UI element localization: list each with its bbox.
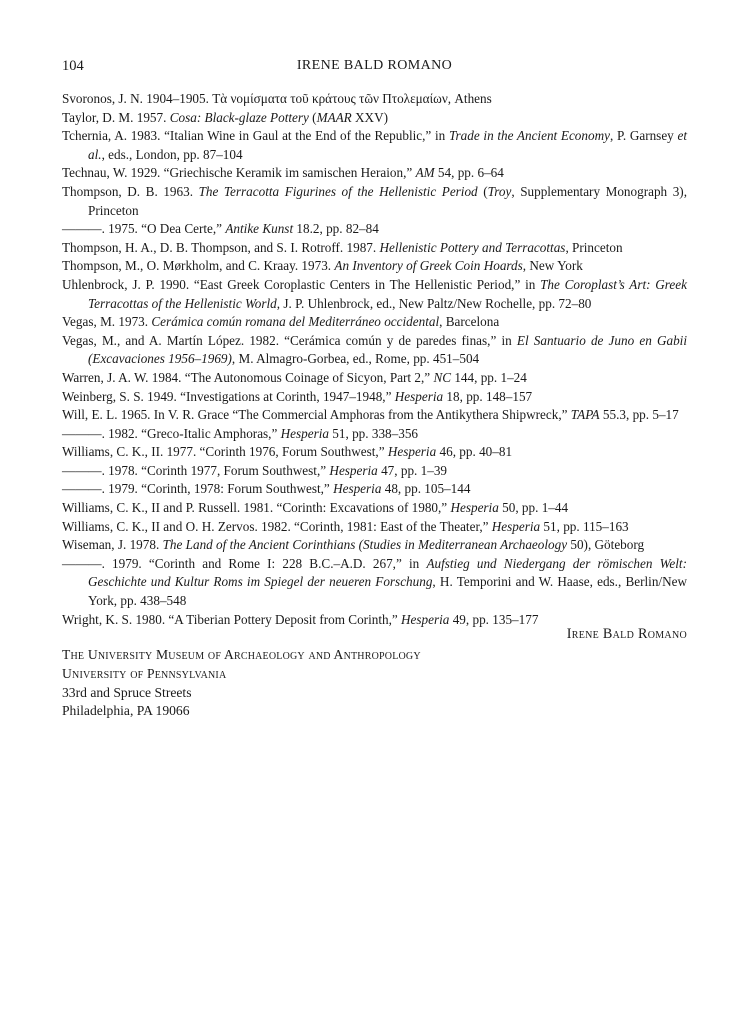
running-title: IRENE BALD ROMANO <box>296 58 453 73</box>
bibliography-entry: Vegas, M., and A. Martín López. 1982. “Cerámica común y de paredes finas,” in El Santuario de Juno en Gabii (Excavaciones 1956–1969), M. Almagro-Gorbea, ed., Rome, pp. 451–504 <box>62 332 687 367</box>
bibliography-entry: ———. 1978. “Corinth 1977, Forum Southwest,” Hesperia 47, pp. 1–39 <box>62 462 448 478</box>
bibliography-entry: Williams, C. K., II. 1977. “Corinth 1976, Forum Southwest,” Hesperia 46, pp. 40–81 <box>62 444 513 460</box>
bibliography-entry: Warren, J. A. W. 1984. “The Autonomous Coinage of Sicyon, Part 2,” NC 144, pp. 1–24 <box>62 369 527 385</box>
bibliography-entry: Tchernia, A. 1983. “Italian Wine in Gaul at the End of the Republic,” in Trade in the Ancient Economy, P. Garnsey et al., eds., London, pp. 87–104 <box>62 128 687 162</box>
bibliography-entry: Williams, C. K., II and O. H. Zervos. 1982. “Corinth, 1981: East of the Theater,” Hesperia 51, pp. 115–163 <box>62 518 629 534</box>
bibliography <box>62 90 687 629</box>
page-number: 104 <box>62 58 84 74</box>
bibliography-entry: Will, E. L. 1965. In V. R. Grace “The Commercial Amphoras from the Antikythera Shipwreck,” TAPA 55.3, pp. 5–17 <box>62 407 679 423</box>
author-address <box>62 646 421 721</box>
bibliography-entry: Taylor, D. M. 1957. Cosa: Black-glaze Pottery (MAAR XXV) <box>62 109 388 125</box>
bibliography-entry: Wright, K. S. 1980. “A Tiberian Pottery Deposit from Corinth,” Hesperia 49, pp. 135–177 <box>62 611 539 627</box>
bibliography-entry: Thompson, M., O. Mørkholm, and C. Kraay. 1973. An Inventory of Greek Coin Hoards, New York <box>62 258 583 274</box>
bibliography-entry: ———. 1982. “Greco-Italic Amphoras,” Hesperia 51, pp. 338–356 <box>62 425 419 441</box>
bibliography-entry: Williams, C. K., II and P. Russell. 1981. “Corinth: Excavations of 1980,” Hesperia 50, pp. 1–44 <box>62 500 569 516</box>
bibliography-entry: Thompson, D. B. 1963. The Terracotta Figurines of the Hellenistic Period (Troy, Supplementary Monograph 3), Princeton <box>62 183 687 218</box>
bibliography-entry: ———. 1975. “O Dea Certe,” Antike Kunst 18.2, pp. 82–84 <box>62 221 379 237</box>
address-line: The University Museum of Archaeology and Anthropology <box>62 647 421 662</box>
bibliography-entry: Wiseman, J. 1978. The Land of the Ancient Corinthians (Studies in Mediterranean Archaeology 50), Göteborg <box>62 537 645 553</box>
bibliography-entry: Weinberg, S. S. 1949. “Investigations at Corinth, 1947–1948,” Hesperia 18, pp. 148–157 <box>62 388 533 404</box>
bibliography-entry: Technau, W. 1929. “Griechische Keramik im samischen Heraion,” AM 54, pp. 6–64 <box>62 165 504 181</box>
author-signature: Irene Bald Romano <box>566 626 687 642</box>
address-line: 33rd and Spruce Streets <box>62 684 192 700</box>
address-line: University of Pennsylvania <box>62 665 227 681</box>
running-head <box>62 58 687 78</box>
bibliography-entry: Thompson, H. A., D. B. Thompson, and S. I. Rotroff. 1987. Hellenistic Pottery and Terracottas, Princeton <box>62 239 623 255</box>
bibliography-entry: Svoronos, J. N. 1904–1905. Τὰ νομίσματα τοῦ κράτους τῶν Πτολεμαίων, Athens <box>62 91 492 106</box>
bibliography-entry: ———. 1979. “Corinth and Rome I: 228 B.C.–A.D. 267,” in Aufstieg und Niedergang der römischen Welt: Geschichte und Kultur Roms im Spiegel der neueren Forschung, H. Temporini and W. Haase, eds., Berlin/New York, pp. 438–548 <box>62 555 687 609</box>
bibliography-entry: Uhlenbrock, J. P. 1990. “East Greek Coroplastic Centers in The Hellenistic Period,” in The Coroplast’s Art: Greek Terracottas of the Hellenistic World, J. P. Uhlenbrock, ed., New Paltz/New Rochelle, pp. 72–80 <box>62 276 687 311</box>
address-line: Philadelphia, PA 19066 <box>62 703 190 719</box>
bibliography-entry: ———. 1979. “Corinth, 1978: Forum Southwest,” Hesperia 48, pp. 105–144 <box>62 481 471 497</box>
bibliography-entry: Vegas, M. 1973. Cerámica común romana del Mediterráneo occidental, Barcelona <box>62 314 500 330</box>
